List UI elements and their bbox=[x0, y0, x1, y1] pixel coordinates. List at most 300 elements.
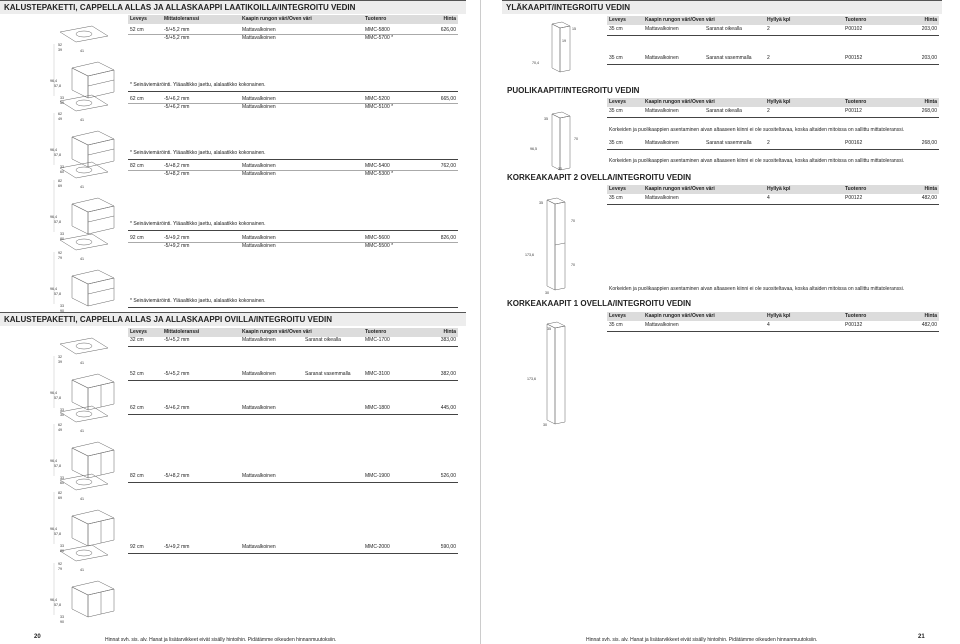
section-title-ylakaapit: YLÄKAAPIT/INTEGROITU VEDIN bbox=[502, 0, 942, 14]
cabinet-side bbox=[547, 200, 555, 290]
dimension-label: 79 bbox=[58, 567, 62, 571]
col-header: Leveys bbox=[130, 16, 147, 22]
page-number: 20 bbox=[34, 634, 41, 640]
dimension-label: 62 bbox=[58, 112, 62, 116]
tall-cabinet-one-door-drawing bbox=[525, 320, 585, 430]
width-cell: 62 cm bbox=[130, 96, 144, 102]
product-number-cell: MMC-5100 * bbox=[365, 104, 394, 110]
dimension-label: 70,4 bbox=[532, 61, 539, 65]
cabinet-front bbox=[560, 26, 570, 72]
half-cabinet-drawing bbox=[530, 110, 590, 176]
footer-note: Hinnat svh. sis. alv. Hanat ja lisätarvikkeet eivät sisälly hintoihin. Pidätämme oikeuden hinnanmuutoksiin. bbox=[586, 637, 818, 643]
color-cell: Mattavalkoinen bbox=[242, 35, 276, 41]
col-header: Hyllyä kpl bbox=[767, 313, 791, 319]
product-number-cell: MMC-1900 bbox=[365, 473, 390, 479]
col-header: Kaapin rungon väri/Oven väri bbox=[242, 16, 312, 22]
row-divider bbox=[128, 414, 458, 415]
width-cell: 35 cm bbox=[609, 108, 623, 114]
table-header bbox=[607, 185, 939, 194]
product-number-cell: MMC-2000 bbox=[365, 544, 390, 550]
table-row bbox=[128, 26, 458, 34]
dimension-label: 57,8 bbox=[54, 396, 61, 400]
hinge-cell: Saranat vasemmalla bbox=[305, 371, 351, 377]
col-header: Tuotenro bbox=[845, 313, 867, 319]
section-title-puolikaapit: PUOLIKAAPIT/INTEGROITU VEDIN bbox=[507, 86, 640, 95]
shelf-count-cell: 2 bbox=[767, 55, 770, 61]
width-cell: 35 cm bbox=[609, 55, 623, 61]
color-cell: Mattavalkoinen bbox=[242, 405, 276, 411]
shelf-count-cell: 4 bbox=[767, 322, 770, 328]
table-row bbox=[128, 95, 458, 103]
dimension-label: 69 bbox=[58, 496, 62, 500]
dimension-label: 57,8 bbox=[54, 603, 61, 607]
cabinet-top bbox=[72, 442, 114, 456]
color-cell: Mattavalkoinen bbox=[242, 235, 276, 241]
cabinet-front bbox=[88, 278, 114, 306]
cabinet-top bbox=[552, 112, 570, 118]
drawer-split bbox=[88, 216, 114, 222]
shelf-count-cell: 2 bbox=[767, 108, 770, 114]
basin-outline bbox=[60, 234, 108, 250]
col-header: Hyllyä kpl bbox=[767, 186, 791, 192]
dimension-label: 50 bbox=[60, 101, 64, 104]
color-cell: Mattavalkoinen bbox=[242, 104, 276, 110]
col-header: Mittatoleranssi bbox=[164, 16, 200, 22]
drawer-split bbox=[88, 288, 114, 294]
cabinet-side bbox=[552, 24, 560, 72]
basin-bowl bbox=[76, 411, 92, 417]
shelf-count-cell: 2 bbox=[767, 26, 770, 32]
dimension-label: 70 bbox=[571, 263, 575, 267]
hinge-cell: Saranat oikealla bbox=[305, 337, 341, 343]
product-drawing-svg bbox=[50, 472, 120, 552]
product-number-cell: P00152 bbox=[845, 55, 863, 61]
color-cell: Mattavalkoinen bbox=[645, 55, 679, 61]
dimension-label: 60 bbox=[60, 481, 64, 484]
dimension-label: 96,4 bbox=[50, 598, 57, 602]
width-cell: 62 cm bbox=[130, 405, 144, 411]
row-divider bbox=[607, 35, 939, 36]
tolerance-cell: -5/+9,2 mm bbox=[164, 243, 190, 249]
color-cell: Mattavalkoinen bbox=[242, 243, 276, 249]
price-cell: 203,00 bbox=[921, 26, 937, 32]
dimension-label: 79 bbox=[58, 256, 62, 260]
dimension-label: 173,6 bbox=[527, 377, 536, 381]
row-divider bbox=[128, 346, 458, 347]
dimension-label: 57,8 bbox=[54, 153, 61, 157]
row-divider bbox=[128, 170, 458, 171]
dimension-label: 90 bbox=[60, 620, 64, 623]
table-row bbox=[128, 472, 458, 480]
basin-bowl bbox=[76, 239, 92, 245]
col-header: Hinta bbox=[924, 99, 937, 105]
dimension-label: 57,8 bbox=[54, 532, 61, 536]
cabinet-front bbox=[560, 116, 570, 170]
dimension-label: 33 bbox=[60, 304, 64, 308]
drawer-split bbox=[88, 149, 114, 155]
group-divider bbox=[128, 91, 458, 92]
dimension-label: 92 bbox=[58, 562, 62, 566]
table-header bbox=[607, 312, 939, 321]
tolerance-cell: -5/+9,2 mm bbox=[164, 235, 190, 241]
dimension-label: 96,4 bbox=[50, 391, 57, 395]
hinge-cell: Saranat oikealla bbox=[706, 26, 742, 32]
dimension-label: 30 bbox=[545, 291, 549, 295]
tolerance-cell: -5/+5,2 mm bbox=[164, 35, 190, 41]
dimension-label: 70 bbox=[571, 219, 575, 223]
color-cell: Mattavalkoinen bbox=[645, 195, 679, 201]
product-number-cell: MMC-5700 * bbox=[365, 35, 394, 41]
color-cell: Mattavalkoinen bbox=[242, 163, 276, 169]
product-number-cell: P00132 bbox=[845, 322, 863, 328]
row-divider bbox=[128, 34, 458, 35]
group-divider bbox=[128, 307, 458, 308]
basin-outline bbox=[60, 474, 108, 490]
basin-outline bbox=[60, 95, 108, 111]
tolerance-cell: -5/+8,2 mm bbox=[164, 163, 190, 169]
col-header: Tuotenro bbox=[365, 16, 387, 22]
table-row bbox=[607, 321, 939, 329]
tall-cabinet-two-doors-drawing bbox=[525, 196, 585, 296]
price-cell: 445,00 bbox=[440, 405, 456, 411]
cabinet-side bbox=[547, 324, 555, 424]
dimension-label: 35 bbox=[547, 327, 551, 331]
col-header: Kaapin rungon väri/Oven väri bbox=[645, 313, 715, 319]
basin-outline bbox=[60, 338, 108, 354]
price-cell: 382,00 bbox=[440, 371, 456, 377]
dimension-label: 49 bbox=[58, 117, 62, 121]
col-header: Kaapin rungon väri/Oven väri bbox=[645, 186, 715, 192]
product-drawing-svg bbox=[50, 543, 120, 623]
cabinet-side bbox=[72, 276, 88, 306]
basin-bowl bbox=[76, 100, 92, 106]
tolerance-cell: -5/+5,2 mm bbox=[164, 371, 190, 377]
col-header: Leveys bbox=[609, 99, 626, 105]
dimension-label: 96,4 bbox=[50, 215, 57, 219]
product-drawing-svg bbox=[50, 160, 120, 240]
cabinet-front bbox=[88, 206, 114, 234]
basin-outline bbox=[60, 406, 108, 422]
col-header: Tuotenro bbox=[365, 329, 387, 335]
dimension-label: 35 bbox=[544, 117, 548, 121]
col-header: Hinta bbox=[924, 17, 937, 23]
hinge-cell: Saranat vasemmalla bbox=[706, 140, 752, 146]
dimension-label: 41 bbox=[80, 257, 84, 261]
color-cell: Mattavalkoinen bbox=[242, 371, 276, 377]
install-note: Korkeiden ja puolikaappien asentaminen aivan altaaseen kiinni ei ole suositeltavaa, koska altaiden mitoissa on sallittu mittatoleranssi. bbox=[609, 127, 905, 133]
color-cell: Mattavalkoinen bbox=[242, 96, 276, 102]
dimension-label: 33 bbox=[60, 544, 64, 548]
width-cell: 52 cm bbox=[130, 27, 144, 33]
page-number: 21 bbox=[918, 634, 925, 640]
vanity-drawers-drawing bbox=[50, 232, 120, 312]
table-row bbox=[607, 194, 939, 202]
col-header: Hyllyä kpl bbox=[767, 17, 791, 23]
table-row bbox=[128, 370, 458, 378]
price-cell: 590,00 bbox=[440, 544, 456, 550]
dimension-label: 33 bbox=[60, 232, 64, 236]
cabinet-top bbox=[72, 270, 114, 284]
product-number-cell: P00122 bbox=[845, 195, 863, 201]
color-cell: Mattavalkoinen bbox=[645, 140, 679, 146]
col-header: Hinta bbox=[924, 313, 937, 319]
section-title-korkea2: KORKEAKAAPIT 2 OVELLA/INTEGROITU VEDIN bbox=[507, 173, 692, 182]
width-cell: 32 cm bbox=[130, 337, 144, 343]
dimension-label: 41 bbox=[80, 497, 84, 501]
dimension-label: 96,4 bbox=[50, 79, 57, 83]
dimension-label: 96,4 bbox=[50, 527, 57, 531]
dimension-label: 49 bbox=[58, 428, 62, 432]
col-header: Kaapin rungon väri/Oven väri bbox=[242, 329, 312, 335]
dimension-label: 92 bbox=[58, 251, 62, 255]
group-divider bbox=[128, 230, 458, 231]
price-cell: 203,00 bbox=[921, 55, 937, 61]
product-number-cell: MMC-5400 bbox=[365, 163, 390, 169]
col-header: Leveys bbox=[609, 313, 626, 319]
dimension-label: 57,8 bbox=[54, 220, 61, 224]
cabinet-front bbox=[555, 202, 565, 290]
table-header bbox=[607, 98, 939, 107]
product-drawing-svg bbox=[525, 196, 585, 296]
product-number-cell: MMC-5500 * bbox=[365, 243, 394, 249]
basin-bowl bbox=[76, 479, 92, 485]
tolerance-cell: -5/+8,2 mm bbox=[164, 473, 190, 479]
col-header: Mittatoleranssi bbox=[164, 329, 200, 335]
dimension-label: 33 bbox=[60, 96, 64, 100]
dimension-label: 30 bbox=[543, 423, 547, 427]
section-title-drawers: KALUSTEPAKETTI, CAPPELLA ALLAS JA ALLASKAAPPI LAATIKOILLA/INTEGROITU VEDIN bbox=[0, 0, 466, 14]
cabinet-side bbox=[552, 114, 560, 170]
cabinet-side bbox=[72, 516, 88, 546]
tolerance-cell: -5/+6,2 mm bbox=[164, 96, 190, 102]
basin-outline bbox=[60, 162, 108, 178]
product-drawing-svg bbox=[530, 20, 590, 78]
product-drawing-svg bbox=[525, 320, 585, 430]
color-cell: Mattavalkoinen bbox=[242, 473, 276, 479]
dimension-label: 41 bbox=[80, 429, 84, 433]
table-header bbox=[128, 15, 458, 24]
col-header: Hinta bbox=[924, 186, 937, 192]
dimension-label: 35 bbox=[539, 201, 543, 205]
cabinet-top bbox=[72, 581, 114, 595]
dimension-label: 57,8 bbox=[54, 84, 61, 88]
price-cell: 482,00 bbox=[921, 195, 937, 201]
price-cell: 665,00 bbox=[440, 96, 456, 102]
product-number-cell: MMC-1700 bbox=[365, 337, 390, 343]
dimension-label: 33 bbox=[60, 476, 64, 480]
dimension-label: 19 bbox=[562, 39, 566, 43]
dimension-label: 82 bbox=[58, 179, 62, 183]
dimension-label: 173,6 bbox=[525, 253, 534, 257]
tolerance-cell: -5/+6,2 mm bbox=[164, 405, 190, 411]
drainage-note: * Seinäviemäröinti. Yläaaltikko jaettu, alalaatikko kokonainen. bbox=[130, 150, 266, 156]
install-note: Korkeiden ja puolikaappien asentaminen aivan altaaseen kiinni ei ole suositeltavaa, koska altaiden mitoissa on sallittu mittatoleranssi. bbox=[609, 158, 905, 164]
product-number-cell: MMC-5200 bbox=[365, 96, 390, 102]
row-divider bbox=[607, 331, 939, 332]
dimension-label: 90 bbox=[60, 309, 64, 312]
color-cell: Mattavalkoinen bbox=[242, 171, 276, 177]
drainage-note: * Seinäviemäröinti. Yläaaltikko jaettu, alalaatikko kokonainen. bbox=[130, 82, 266, 88]
price-cell: 826,00 bbox=[440, 235, 456, 241]
cabinet-top bbox=[72, 62, 114, 76]
dimension-label: 96,4 bbox=[50, 148, 57, 152]
dimension-label: 82 bbox=[58, 491, 62, 495]
row-divider bbox=[607, 204, 939, 205]
color-cell: Mattavalkoinen bbox=[242, 544, 276, 550]
table-row bbox=[128, 234, 458, 242]
tolerance-cell: -5/+5,2 mm bbox=[164, 27, 190, 33]
table-row bbox=[607, 25, 939, 33]
width-cell: 35 cm bbox=[609, 195, 623, 201]
group-divider bbox=[128, 159, 458, 160]
tolerance-cell: -5/+8,2 mm bbox=[164, 171, 190, 177]
dimension-label: 39 bbox=[58, 48, 62, 52]
cabinet-top bbox=[552, 22, 570, 28]
dimension-label: 52 bbox=[58, 43, 62, 47]
product-number-cell: P00162 bbox=[845, 140, 863, 146]
color-cell: Mattavalkoinen bbox=[242, 27, 276, 33]
tolerance-cell: -5/+9,2 mm bbox=[164, 544, 190, 550]
col-header: Tuotenro bbox=[845, 186, 867, 192]
dimension-label: 57,8 bbox=[54, 292, 61, 296]
row-divider bbox=[128, 553, 458, 554]
table-row bbox=[128, 162, 458, 170]
dimension-label: 69 bbox=[58, 184, 62, 188]
col-header: Tuotenro bbox=[845, 17, 867, 23]
product-number-cell: P00102 bbox=[845, 26, 863, 32]
width-cell: 52 cm bbox=[130, 371, 144, 377]
color-cell: Mattavalkoinen bbox=[645, 322, 679, 328]
color-cell: Mattavalkoinen bbox=[645, 26, 679, 32]
vanity-drawers-drawing bbox=[50, 24, 120, 104]
cabinet-top bbox=[72, 131, 114, 145]
section-title-doors: KALUSTEPAKETTI, CAPPELLA ALLAS JA ALLASKAAPPI OVILLA/INTEGROITU VEDIN bbox=[0, 312, 466, 326]
dimension-label: 80 bbox=[60, 237, 64, 240]
dimension-label: 70 bbox=[574, 137, 578, 141]
product-drawing-svg bbox=[50, 24, 120, 104]
dimension-label: 30 bbox=[558, 167, 562, 171]
cabinet-top bbox=[72, 510, 114, 524]
dimension-label: 96,4 bbox=[50, 459, 57, 463]
hinge-cell: Saranat oikealla bbox=[706, 108, 742, 114]
dimension-label: 96,4 bbox=[50, 287, 57, 291]
drainage-note: * Seinäviemäröinti. Yläaaltikko jaettu, alalaatikko kokonainen. bbox=[130, 221, 266, 227]
width-cell: 35 cm bbox=[609, 26, 623, 32]
vanity-doors-drawing bbox=[50, 543, 120, 623]
row-divider bbox=[607, 117, 939, 118]
price-cell: 268,00 bbox=[921, 140, 937, 146]
col-header: Tuotenro bbox=[845, 99, 867, 105]
basin-outline bbox=[60, 26, 108, 42]
table-header bbox=[607, 16, 939, 25]
col-header: Kaapin rungon väri/Oven väri bbox=[645, 17, 715, 23]
shelf-count-cell: 2 bbox=[767, 140, 770, 146]
col-header: Leveys bbox=[130, 329, 147, 335]
product-number-cell: MMC-5800 bbox=[365, 27, 390, 33]
section-title-korkea1: KORKEAKAAPIT 1 OVELLA/INTEGROITU VEDIN bbox=[507, 299, 692, 308]
width-cell: 82 cm bbox=[130, 163, 144, 169]
cabinet-side bbox=[72, 204, 88, 234]
cabinet-top bbox=[72, 374, 114, 388]
col-header: Kaapin rungon väri/Oven väri bbox=[645, 99, 715, 105]
footer-note: Hinnat svh. sis. alv. Hanat ja lisätarvikkeet eivät sisälly hintoihin. Pidätämme oikeuden hinnanmuutoksiin. bbox=[105, 637, 337, 643]
table-row bbox=[128, 404, 458, 412]
col-header: Hinta bbox=[443, 329, 456, 335]
basin-bowl bbox=[76, 550, 92, 556]
table-row bbox=[128, 103, 458, 111]
tolerance-cell: -5/+5,2 mm bbox=[164, 337, 190, 343]
width-cell: 35 cm bbox=[609, 140, 623, 146]
product-number-cell: MMC-3100 bbox=[365, 371, 390, 377]
product-number-cell: P00112 bbox=[845, 108, 862, 114]
dimension-label: 62 bbox=[58, 423, 62, 427]
dimension-label: 57,8 bbox=[54, 464, 61, 468]
price-cell: 383,00 bbox=[440, 337, 456, 343]
price-cell: 526,00 bbox=[440, 473, 456, 479]
dimension-label: 33 bbox=[60, 165, 64, 169]
dimension-label: 80 bbox=[60, 549, 64, 552]
dimension-label: 32 bbox=[58, 355, 62, 359]
dimension-label: 15 bbox=[572, 27, 576, 31]
price-cell: 762,00 bbox=[440, 163, 456, 169]
col-header: Leveys bbox=[609, 17, 626, 23]
color-cell: Mattavalkoinen bbox=[242, 337, 276, 343]
dimension-label: 33 bbox=[60, 615, 64, 619]
table-row bbox=[128, 170, 458, 178]
width-cell: 35 cm bbox=[609, 322, 623, 328]
dimension-label: 96,5 bbox=[530, 147, 537, 151]
product-drawing-svg bbox=[530, 110, 590, 176]
basin-outline bbox=[60, 545, 108, 561]
row-divider bbox=[607, 64, 939, 65]
hinge-cell: Saranat vasemmalla bbox=[706, 55, 752, 61]
dimension-label: 41 bbox=[80, 568, 84, 572]
product-drawing-svg bbox=[50, 232, 120, 312]
dimension-label: 39 bbox=[58, 360, 62, 364]
product-number-cell: MMC-5300 * bbox=[365, 171, 394, 177]
basin-bowl bbox=[76, 31, 92, 37]
table-row bbox=[607, 107, 939, 115]
col-header: Hyllyä kpl bbox=[767, 99, 791, 105]
drainage-note: * Seinäviemäröinti. Yläaaltikko jaettu, alalaatikko kokonainen. bbox=[130, 298, 266, 304]
color-cell: Mattavalkoinen bbox=[645, 108, 679, 114]
col-header: Hinta bbox=[443, 16, 456, 22]
row-divider bbox=[128, 242, 458, 243]
product-number-cell: MMC-1800 bbox=[365, 405, 390, 411]
table-row bbox=[607, 139, 939, 147]
wall-cabinet-drawing bbox=[530, 20, 590, 78]
basin-bowl bbox=[76, 167, 92, 173]
width-cell: 82 cm bbox=[130, 473, 144, 479]
cabinet-top bbox=[72, 198, 114, 212]
price-cell: 482,00 bbox=[921, 322, 937, 328]
shelf-count-cell: 4 bbox=[767, 195, 770, 201]
cabinet-side bbox=[72, 587, 88, 617]
price-cell: 626,00 bbox=[440, 27, 456, 33]
row-divider bbox=[128, 103, 458, 104]
basin-bowl bbox=[76, 343, 92, 349]
door-split bbox=[555, 243, 565, 245]
vanity-drawers-drawing bbox=[50, 160, 120, 240]
dimension-label: 60 bbox=[60, 170, 64, 173]
dimension-label: 30 bbox=[60, 413, 64, 416]
vanity-doors-drawing bbox=[50, 472, 120, 552]
table-row bbox=[128, 242, 458, 250]
row-divider bbox=[607, 149, 939, 150]
dimension-label: 41 bbox=[80, 185, 84, 189]
row-divider bbox=[128, 482, 458, 483]
row-divider bbox=[128, 380, 458, 381]
